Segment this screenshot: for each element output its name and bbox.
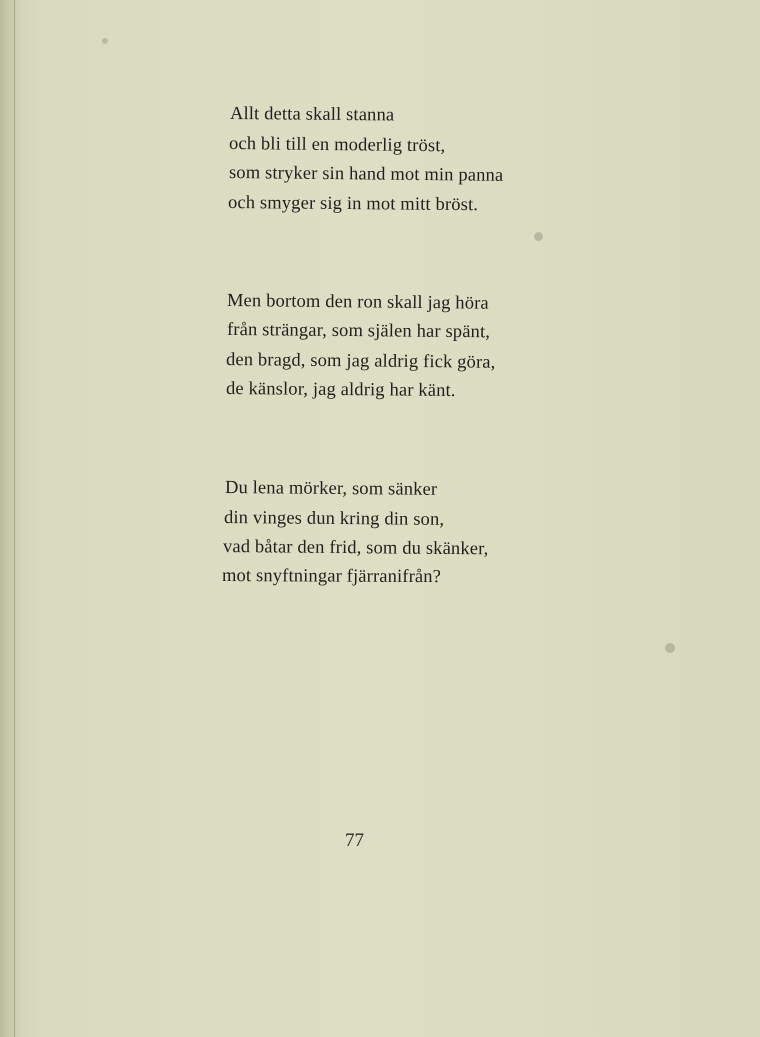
poem-line: Men bortom den ron skall jag höra: [226, 291, 489, 314]
poem-line: den bragd, som jag aldrig fick göra,: [225, 350, 496, 373]
poem-line: från strängar, som själen har spänt,: [226, 320, 491, 343]
poem-line: din vinges dun kring din son,: [223, 508, 445, 530]
poem-line: Allt detta skall stanna: [229, 104, 395, 126]
poem-line: och smyger sig in mot mitt bröst.: [227, 193, 479, 216]
paper-speck: [534, 232, 543, 241]
poem-line: som stryker sin hand mot min panna: [228, 163, 504, 186]
poem-line: mot snyftningar fjärranifrån?: [221, 566, 442, 588]
poem-line: Du lena mörker, som sänker: [224, 478, 438, 500]
poem-line: och bli till en moderlig tröst,: [228, 134, 446, 157]
paper-speck: [665, 643, 675, 653]
poem-line: vad båtar den frid, som du skänker,: [222, 537, 489, 560]
paper-speck: [102, 38, 108, 44]
binding-line: [14, 0, 15, 1037]
poem-line: de känslor, jag aldrig har känt.: [225, 379, 456, 402]
page-number: 77: [345, 830, 364, 851]
binding-edge: [0, 0, 22, 1037]
